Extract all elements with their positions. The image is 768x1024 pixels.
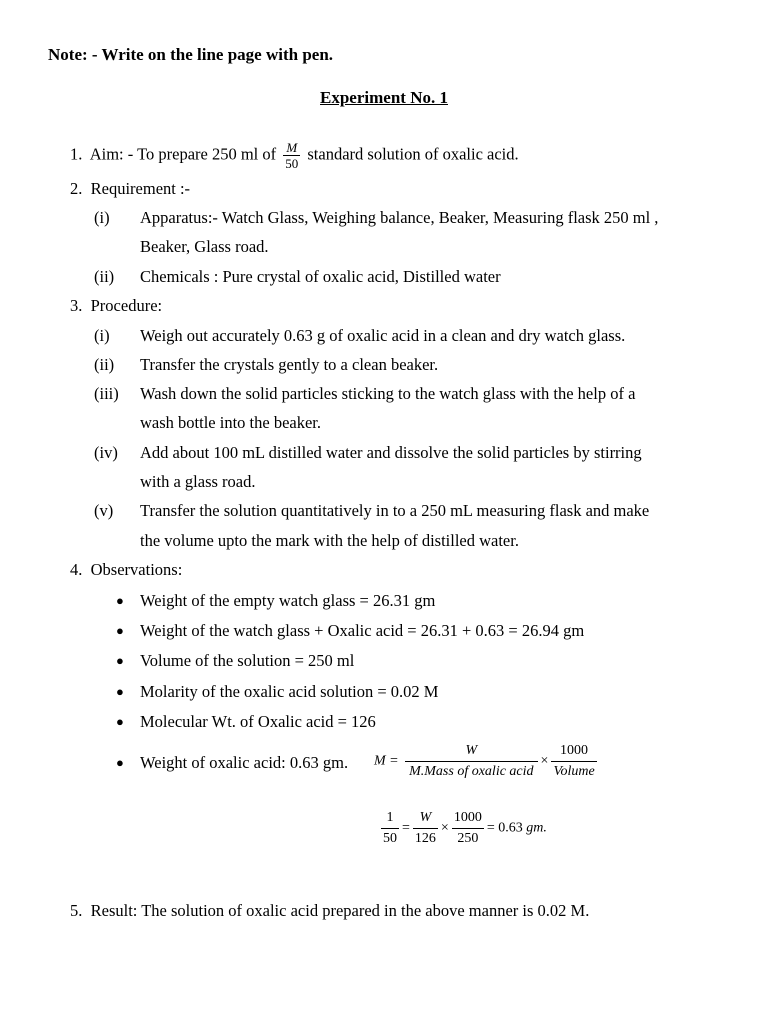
result-number: 5. [70, 901, 83, 920]
formula-fraction [413, 808, 438, 849]
req-item-label: (i) [94, 208, 110, 227]
req-item-label: (ii) [94, 267, 115, 286]
equals-sign: = [402, 820, 410, 836]
formula-result: = 0.63 [486, 820, 523, 836]
formula-den: 126 [414, 831, 436, 846]
observations-heading [70, 560, 182, 580]
aim-frac-den: 50 [285, 156, 299, 171]
aim-frac-num: M [283, 140, 300, 156]
result-text: Result: The solution of oxalic acid prepared in the above manner is 0.02 M. [90, 901, 590, 920]
formula-fraction [452, 808, 484, 849]
proc-item-line: the volume upto the mark with the help of distilled water. [140, 531, 519, 550]
aim-text-before: Aim: - To prepare 250 ml of [89, 144, 277, 164]
bullet-icon: ● [116, 755, 124, 770]
formula-fraction [381, 808, 399, 849]
calculation-formula [378, 808, 547, 849]
observations-number: 4. [70, 560, 83, 579]
result-line [70, 901, 589, 921]
observation-bullet: Molarity of the oxalic acid solution = 0.02 M [140, 682, 439, 701]
formula-den: 250 [457, 831, 479, 846]
proc-item-line: Weigh out accurately 0.63 g of oxalic acid in a clean and dry watch glass. [140, 326, 626, 345]
observation-bullet: Weight of oxalic acid: 0.63 gm. [140, 753, 349, 772]
proc-item-label: (v) [94, 501, 114, 520]
proc-item-label: (i) [94, 326, 110, 345]
bullet-icon: ● [116, 623, 124, 638]
bullet-icon: ● [116, 684, 124, 699]
requirement-heading-text: Requirement :- [90, 179, 191, 198]
aim-line [70, 140, 519, 171]
times-sign: × [440, 820, 449, 836]
proc-item-line: Add about 100 mL distilled water and dissolve the solid particles by stirring [140, 443, 642, 462]
bullet-icon: ● [116, 593, 124, 608]
formula-fraction [405, 741, 537, 782]
aim-fraction [283, 140, 300, 171]
formula-den: Volume [553, 764, 595, 779]
proc-item-line: Wash down the solid particles sticking to the watch glass with the help of a [140, 384, 636, 403]
formula-num: W [413, 808, 438, 829]
page-title: Experiment No. 1 [320, 88, 448, 107]
req-item-line: Chemicals : Pure crystal of oxalic acid, Distilled water [140, 267, 501, 286]
formula-den: M.Mass of oxalic acid [409, 764, 534, 779]
formula-num: 1000 [452, 808, 484, 829]
formula-num: W [405, 741, 537, 762]
bullet-icon: ● [116, 653, 124, 668]
requirement-heading [70, 179, 190, 199]
proc-item-label: (ii) [94, 355, 115, 374]
observation-bullet: Weight of the empty watch glass = 26.31 gm [140, 591, 436, 610]
req-item-line: Apparatus:- Watch Glass, Weighing balance, Beaker, Measuring flask 250 ml , [140, 208, 659, 227]
times-sign: × [540, 753, 549, 769]
formula-fraction [551, 741, 596, 782]
aim-number: 1. [70, 144, 83, 164]
procedure-heading [70, 296, 162, 316]
molarity-formula [374, 741, 600, 782]
note-text: Note: - Write on the line page with pen. [48, 45, 334, 64]
proc-item-label: (iv) [94, 443, 118, 462]
proc-item-line: with a glass road. [140, 472, 256, 491]
procedure-heading-text: Procedure: [90, 296, 163, 315]
formula-num: 1000 [551, 741, 596, 762]
proc-item-line: Transfer the crystals gently to a clean beaker. [140, 355, 439, 374]
formula-num: 1 [381, 808, 399, 829]
proc-item-line: wash bottle into the beaker. [140, 413, 321, 432]
aim-text-after: standard solution of oxalic acid. [307, 144, 519, 164]
proc-item-label: (iii) [94, 384, 119, 403]
formula-lhs: M = [374, 753, 399, 769]
requirement-number: 2. [70, 179, 83, 198]
observation-bullet: Weight of the watch glass + Oxalic acid = 26.31 + 0.63 = 26.94 gm [140, 621, 585, 640]
formula-den: 50 [383, 831, 397, 846]
bullet-icon: ● [116, 714, 124, 729]
observation-bullet: Volume of the solution = 250 ml [140, 651, 355, 670]
proc-item-line: Transfer the solution quantitatively in to a 250 mL measuring flask and make [140, 501, 650, 520]
procedure-number: 3. [70, 296, 83, 315]
observation-bullet: Molecular Wt. of Oxalic acid = 126 [140, 712, 376, 731]
formula-unit: gm. [526, 820, 547, 836]
observations-heading-text: Observations: [90, 560, 183, 579]
req-item-line: Beaker, Glass road. [140, 237, 269, 256]
